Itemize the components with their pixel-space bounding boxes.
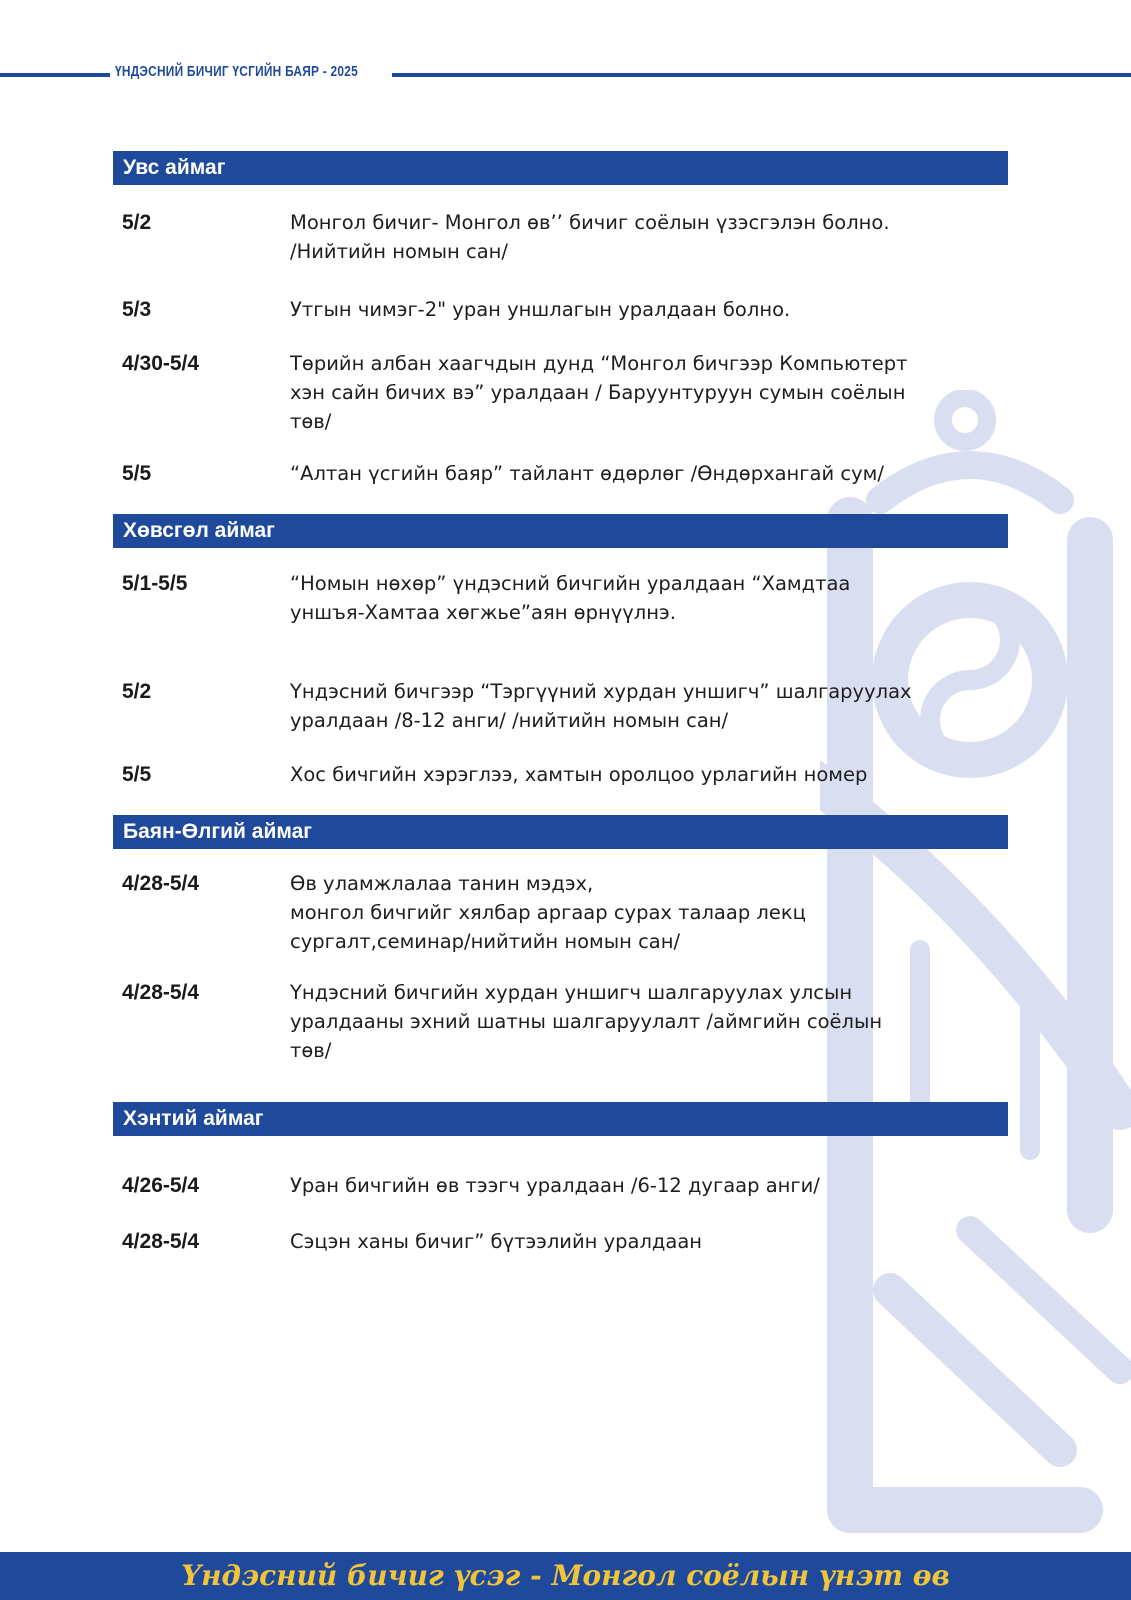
section-header-khentii: Хэнтий аймаг (113, 1102, 1008, 1136)
event-description: Үндэсний бичгээр “Тэргүүний хурдан уншигч” шалгаруулах уралдаан /8-12 анги/ /нийтийн номын сан/ (290, 680, 912, 732)
event-description: Өв уламжлалаа танин мэдэх, монгол бичгийг хялбар аргаар сурах талаар лекц сургалт,семинар/нийтийн номын сан/ (290, 872, 806, 953)
event-description: Уран бичгийн өв тээгч уралдаан /6-12 дугаар анги/ (290, 1174, 820, 1197)
event-date: 5/5 (122, 462, 152, 485)
event-date: 5/3 (122, 298, 152, 321)
event-description: “Алтан үсгийн баяр” тайлант өдөрлөг /Өндөрхангай сум/ (290, 462, 884, 485)
event-date: 5/5 (122, 763, 152, 786)
header-title: ҮНДЭСНИЙ БИЧИГ ҮСГИЙН БАЯР - 2025 (115, 64, 358, 80)
event-description: Сэцэн ханы бичиг” бүтээлийн уралдаан (290, 1230, 703, 1253)
event-date: 4/30-5/4 (122, 352, 200, 375)
event-date: 4/28-5/4 (122, 1230, 200, 1253)
event-description: Хос бичгийн хэрэглээ, хамтын оролцоо урлагийн номер (290, 763, 868, 786)
section-header-khuvsgul: Хөвсгөл аймаг (113, 514, 1008, 548)
section-header-uvs: Увс аймаг (113, 151, 1008, 185)
section-header-bayan-ulgii: Баян-Өлгий аймаг (113, 815, 1008, 849)
footer-bar (0, 1552, 1131, 1600)
event-description: Төрийн албан хаагчдын дунд “Монгол бичгээр Компьютерт хэн сайн бичих вэ” уралдаан / Баруунтуруун сумын соёлын төв/ (290, 352, 908, 433)
event-date: 4/28-5/4 (122, 872, 200, 895)
event-date: 5/2 (122, 211, 152, 234)
event-date: 4/28-5/4 (122, 981, 200, 1004)
event-date: 5/2 (122, 680, 152, 703)
event-description: Монгол бичиг- Монгол өв’’ бичиг соёлын үзэсгэлэн болно. /Нийтийн номын сан/ (290, 211, 890, 263)
event-description: “Номын нөхөр” үндэсний бичгийн уралдаан “Хамдтаа уншъя-Хамтаа хөгжье”аян өрнүүлнэ. (290, 572, 851, 624)
event-description: Утгын чимэг-2" уран уншлагын уралдаан болно. (290, 298, 791, 321)
event-description: Үндэсний бичгийн хурдан уншигч шалгаруулах улсын уралдааны эхний шатны шалгаруулалт /аймгийн соёлын төв/ (290, 981, 883, 1062)
event-date: 5/1-5/5 (122, 572, 188, 595)
event-date: 4/26-5/4 (122, 1174, 200, 1197)
footer-slogan: Үндэсний бичиг үсэг - Монгол соёлын үнэт өв (181, 1559, 950, 1592)
